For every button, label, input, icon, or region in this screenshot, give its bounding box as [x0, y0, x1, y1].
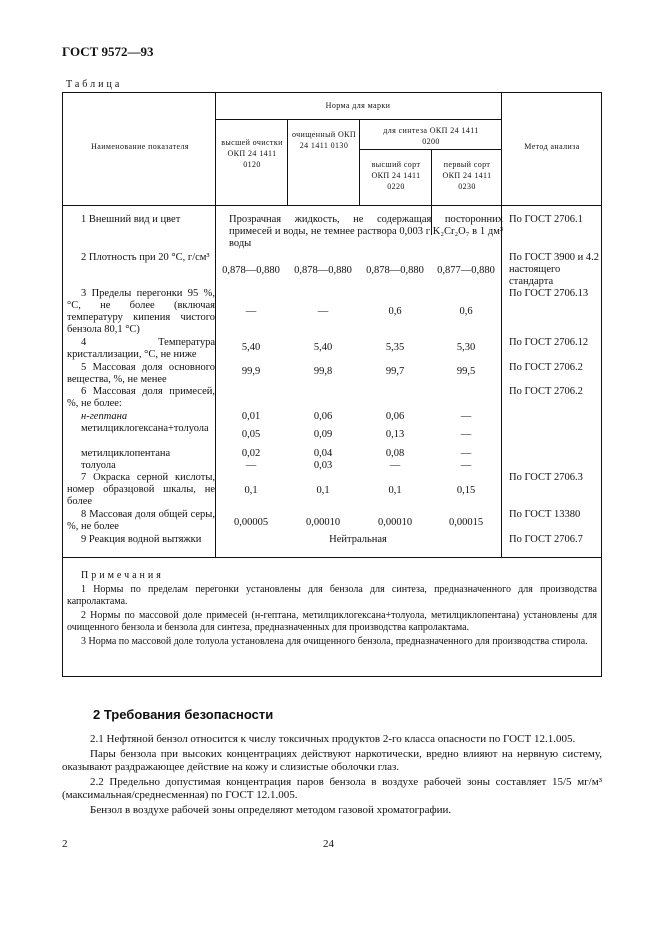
row8-value-4: 0,00015 [448, 517, 484, 528]
row6a-name: н-гептана [81, 411, 128, 422]
row2-value-2: 0,878—0,880 [294, 265, 352, 276]
row7-method: По ГОСТ 2706.3 [509, 472, 583, 483]
row2-value-3: 0,878—0,880 [366, 265, 424, 276]
page-number-center: 24 [323, 838, 334, 850]
paragraph-2-2: 2.2 Предельно допустимая концентрация паров бензола в воздухе рабочей зоны составляет 15/5 мг/м³ (максимальная/среднесменная) по ГОСТ 12.1.005. [62, 776, 602, 801]
row6c-value-4: — [460, 448, 472, 459]
row6b-value-3: 0,13 [385, 429, 405, 440]
row3-value-4: 0,6 [459, 306, 473, 317]
paragraph-vapors: Пары бензола при высоких концентрациях действуют наркотически, вредно влияют на нервную систему, оказывают раздражающее действие на кожу и слизистые оболочки глаз. [62, 748, 602, 773]
row6a-value-4: — [460, 411, 472, 422]
paragraph-detection: Бензол в воздухе рабочей зоны определяют методом газовой хроматографии. [90, 804, 452, 816]
row6d-value-4: — [460, 460, 472, 471]
row6b-name: метилциклогексана+толуола [81, 423, 209, 434]
row6c-value-2: 0,04 [313, 448, 333, 459]
paragraph-2-1: 2.1 Нефтяной бензол относится к числу токсичных продуктов 2-го класса опасности по ГОСТ 12.1.005. [90, 733, 576, 745]
row5-value-2: 99,8 [313, 366, 333, 377]
section-body [62, 733, 602, 819]
row6d-value-3: — [389, 460, 401, 471]
specification-table [62, 92, 602, 677]
row6c-name: метилциклопентана [81, 448, 171, 459]
row8-name: 8 Массовая доля общей серы, %, не более [67, 509, 215, 532]
row4-value-2: 5,40 [313, 342, 333, 353]
row3-value-3: 0,6 [388, 306, 402, 317]
col-synthesis-header: для синтеза ОКП 24 1411 0200 [383, 126, 479, 146]
row6b-value-1: 0,05 [241, 429, 261, 440]
row8-value-2: 0,00010 [305, 517, 341, 528]
row3-name: 3 Пределы перегонки 95 %, °С, не более (включая температуру кипения чистого бензола 80,1 °С) [67, 288, 215, 335]
row3-value-1: — [245, 306, 257, 317]
row7-value-1: 0,1 [244, 485, 258, 496]
row5-value-1: 99,9 [241, 366, 261, 377]
row8-value-3: 0,00010 [377, 517, 413, 528]
row8-value-1: 0,00005 [233, 517, 269, 528]
row6-name: 6 Массовая доля примесей, %, не более: [67, 386, 215, 409]
row9-merged-value: Нейтральная [329, 534, 387, 545]
grade-first-class: первый сорт ОКП 24 1411 0230 [442, 160, 492, 191]
col-method-header: Метод анализа [524, 142, 580, 151]
row6a-value-3: 0,06 [385, 411, 405, 422]
row6b-value-2: 0,09 [313, 429, 333, 440]
grade-top-class: высший сорт ОКП 24 1411 0220 [371, 160, 421, 191]
row4-value-3: 5,35 [385, 342, 405, 353]
grade-purified: очищенный ОКП 24 1411 0130 [291, 130, 357, 150]
row3-method: По ГОСТ 2706.13 [509, 288, 589, 299]
row2-value-1: 0,878—0,880 [222, 265, 280, 276]
row1-name: 1 Внешний вид и цвет [81, 214, 181, 225]
row6-method: По ГОСТ 2706.2 [509, 386, 583, 397]
row4-value-4: 5,30 [456, 342, 476, 353]
row5-value-4: 99,5 [456, 366, 476, 377]
row7-value-2: 0,1 [316, 485, 330, 496]
table-notes [67, 570, 597, 650]
row2-name: 2 Плотность при 20 °С, г/см³ [81, 252, 210, 263]
note-3: 3 Норма по массовой доле толуола установлена для очищенного бензола, предназначенного для производства стирола. [81, 636, 588, 647]
row6d-value-1: — [245, 460, 257, 471]
row1-method: По ГОСТ 2706.1 [509, 214, 583, 225]
row2-method: По ГОСТ 3900 и 4.2 настоящего стандарта [509, 252, 600, 287]
row8-method: По ГОСТ 13380 [509, 509, 581, 520]
row6a-value-1: 0,01 [241, 411, 261, 422]
row4-value-1: 5,40 [241, 342, 261, 353]
row9-name: 9 Реакция водной вытяжки [81, 534, 202, 545]
row4-name: 4 Температура кристаллизации, °С, не ниже [67, 337, 215, 360]
note-2: 2 Нормы по массовой доле примесей (н-гептана, метилциклогексана+толуола, метилциклопентана) установлены для очищенного бензола и бензола для синтеза, предназначенных для производства капролактама. [67, 610, 597, 633]
note-1: 1 Нормы по пределам перегонки установлены для бензола для синтеза, предназначенного для производства капролактама. [67, 584, 597, 607]
row7-name: 7 Окраска серной кислоты, номер образцовой шкалы, не более [67, 472, 215, 507]
section-title: 2 Требования безопасности [93, 707, 274, 722]
row6d-name: толуола [81, 460, 116, 471]
row6a-value-2: 0,06 [313, 411, 333, 422]
grade-highest-purity: высшей очистки ОКП 24 1411 0120 [221, 138, 283, 169]
standard-header: ГОСТ 9572—93 [62, 44, 154, 59]
row5-method: По ГОСТ 2706.2 [509, 362, 583, 373]
row7-value-3: 0,1 [388, 485, 402, 496]
row4-method: По ГОСТ 2706.12 [509, 337, 589, 348]
row7-value-4: 0,15 [456, 485, 476, 496]
row2-value-4: 0,877—0,880 [437, 265, 495, 276]
row5-value-3: 99,7 [385, 366, 405, 377]
col-name-header: Наименование показателя [91, 142, 189, 151]
table-label: Таблица [66, 79, 123, 90]
row6c-value-3: 0,08 [385, 448, 405, 459]
col-norm-header: Норма для марки [325, 101, 391, 110]
row5-name: 5 Массовая доля основного вещества, %, не менее [67, 362, 215, 385]
row3-value-2: — [317, 306, 329, 317]
row6d-value-2: 0,03 [313, 460, 333, 471]
page-number-left: 2 [62, 838, 68, 850]
row6b-value-4: — [460, 429, 472, 440]
notes-heading: Примечания [81, 570, 164, 581]
row1-merged-value: Прозрачная жидкость, не содержащая посторонних примесей и воды, не темнее раствора 0,003 г K₂Cr₂O₇ в 1 дм³ воды [229, 214, 503, 249]
row6c-value-1: 0,02 [241, 448, 261, 459]
row9-method: По ГОСТ 2706.7 [509, 534, 583, 545]
